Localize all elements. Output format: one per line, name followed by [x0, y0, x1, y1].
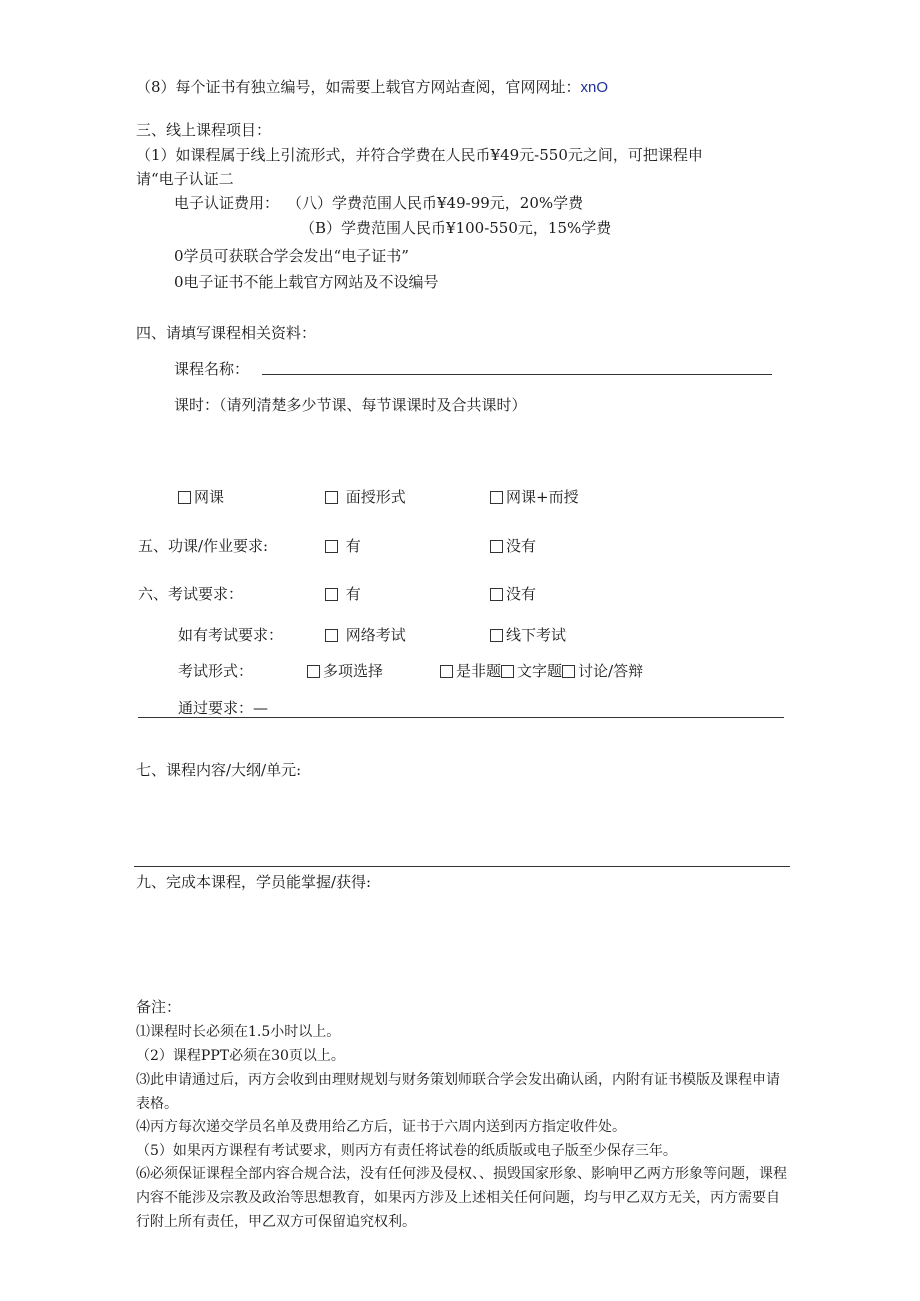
format-option-online[interactable]: 网课	[178, 487, 224, 507]
checkbox-true-false[interactable]	[440, 665, 453, 678]
note-1: ⑴课程时长必须在1.5小时以上。	[136, 1024, 341, 1040]
fee-option-a: （八）学费范围人民币¥49-99元，20%学费	[287, 194, 584, 212]
section-6-title: 六、考试要求：	[138, 585, 244, 603]
section-3-paragraph-1-line-2: 请“电子认证二	[136, 170, 234, 188]
exam-option-yes[interactable]: 有	[325, 584, 361, 604]
exam-format-group[interactable]: 是非题 文字题 讨论/答辩	[440, 661, 643, 681]
checkbox-homework-no[interactable]	[490, 540, 503, 553]
section-7-title: 七、课程内容/大纲/单元:	[136, 761, 302, 779]
course-name-input-line[interactable]	[262, 374, 772, 375]
format-option-hybrid[interactable]: 网课+而授	[490, 487, 579, 507]
section-3-paragraph-1-line-1: （1）如课程属于线上引流形式，并符合学费在人民币¥49元-550元之间，可把课程申	[136, 146, 703, 164]
exam-format-label: 考试形式：	[178, 662, 254, 680]
fee-option-b: （B）学费范围人民币¥100-550元，15%学费	[300, 219, 612, 237]
exam-option-no[interactable]: 没有	[490, 584, 536, 604]
note-5: （5）如果丙方课程有考试要求，则丙方有责任将试卷的纸质版或电子版至少保存三年。	[136, 1143, 677, 1159]
checkbox-exam-offline[interactable]	[490, 629, 503, 642]
official-website-url: xnO	[580, 79, 609, 96]
course-hours-label: 课时：（请列清楚多少节课、每节课课时及合共课时）	[174, 396, 527, 414]
checkbox-discussion[interactable]	[562, 665, 575, 678]
if-exam-label: 如有考试要求：	[178, 626, 284, 644]
exam-format-multiple-choice[interactable]: 多项选择	[307, 661, 383, 681]
format-option-in-person[interactable]: 面授形式	[325, 487, 406, 507]
section-4-title: 四、请填写课程相关资料：	[136, 324, 317, 342]
section-3-title: 三、线上课程项目：	[136, 121, 272, 139]
exam-mode-offline[interactable]: 线下考试	[490, 625, 566, 645]
notes-title: 备注：	[136, 998, 182, 1016]
note-3: ⑶此申请通过后，丙方会收到由理财规划与财务策划师联合学会发出确认函，内附有证书模版及课程申请表格。	[136, 1072, 780, 1112]
course-name-label: 课程名称：	[174, 360, 250, 378]
checkbox-exam-yes[interactable]	[325, 588, 338, 601]
certificate-note-1: 0学员可获联合学会发出“电子证书”	[174, 247, 409, 265]
checkbox-exam-online[interactable]	[325, 629, 338, 642]
checkbox-exam-no[interactable]	[490, 588, 503, 601]
note-4: ⑷丙方每次递交学员名单及费用给乙方后，证书于六周内送到丙方指定收件处。	[136, 1119, 626, 1135]
checkbox-hybrid[interactable]	[490, 491, 503, 504]
homework-option-yes[interactable]: 有	[325, 536, 361, 556]
checkbox-online[interactable]	[178, 491, 191, 504]
section-5-title: 五、功课/作业要求:	[138, 537, 269, 555]
fee-label: 电子认证费用：	[174, 194, 280, 212]
pass-requirement-label: 通过要求：—	[178, 699, 269, 717]
certificate-note-2: 0电子证书不能上载官方网站及不设编号	[174, 273, 439, 291]
checkbox-homework-yes[interactable]	[325, 540, 338, 553]
item-8	[136, 77, 608, 98]
checkbox-in-person[interactable]	[325, 491, 338, 504]
homework-option-no[interactable]: 没有	[490, 536, 536, 556]
pass-requirement-input-line[interactable]	[138, 717, 784, 718]
section-7-divider	[134, 866, 790, 867]
exam-mode-online[interactable]: 网络考试	[325, 625, 406, 645]
note-6: ⑹必须保证课程全部内容合规合法，没有任何涉及侵权、、损毁国家形象、影响甲乙两方形象等问题，课程内容不能涉及宗教及政治等思想教育，如果丙方涉及上述相关任何问题，均与甲乙双方无关，丙方需要自行附上所有责任，甲乙双方可保留追究权利。	[136, 1166, 787, 1230]
note-2: （2）课程PPT必须在30页以上。	[136, 1048, 345, 1064]
section-9-title: 九、完成本课程，学员能掌握/获得:	[136, 873, 372, 891]
checkbox-multiple-choice[interactable]	[307, 665, 320, 678]
item-8-text: （8）每个证书有独立编号，如需要上载官方网站查阅，官网网址：	[136, 78, 581, 96]
checkbox-written[interactable]	[501, 665, 514, 678]
